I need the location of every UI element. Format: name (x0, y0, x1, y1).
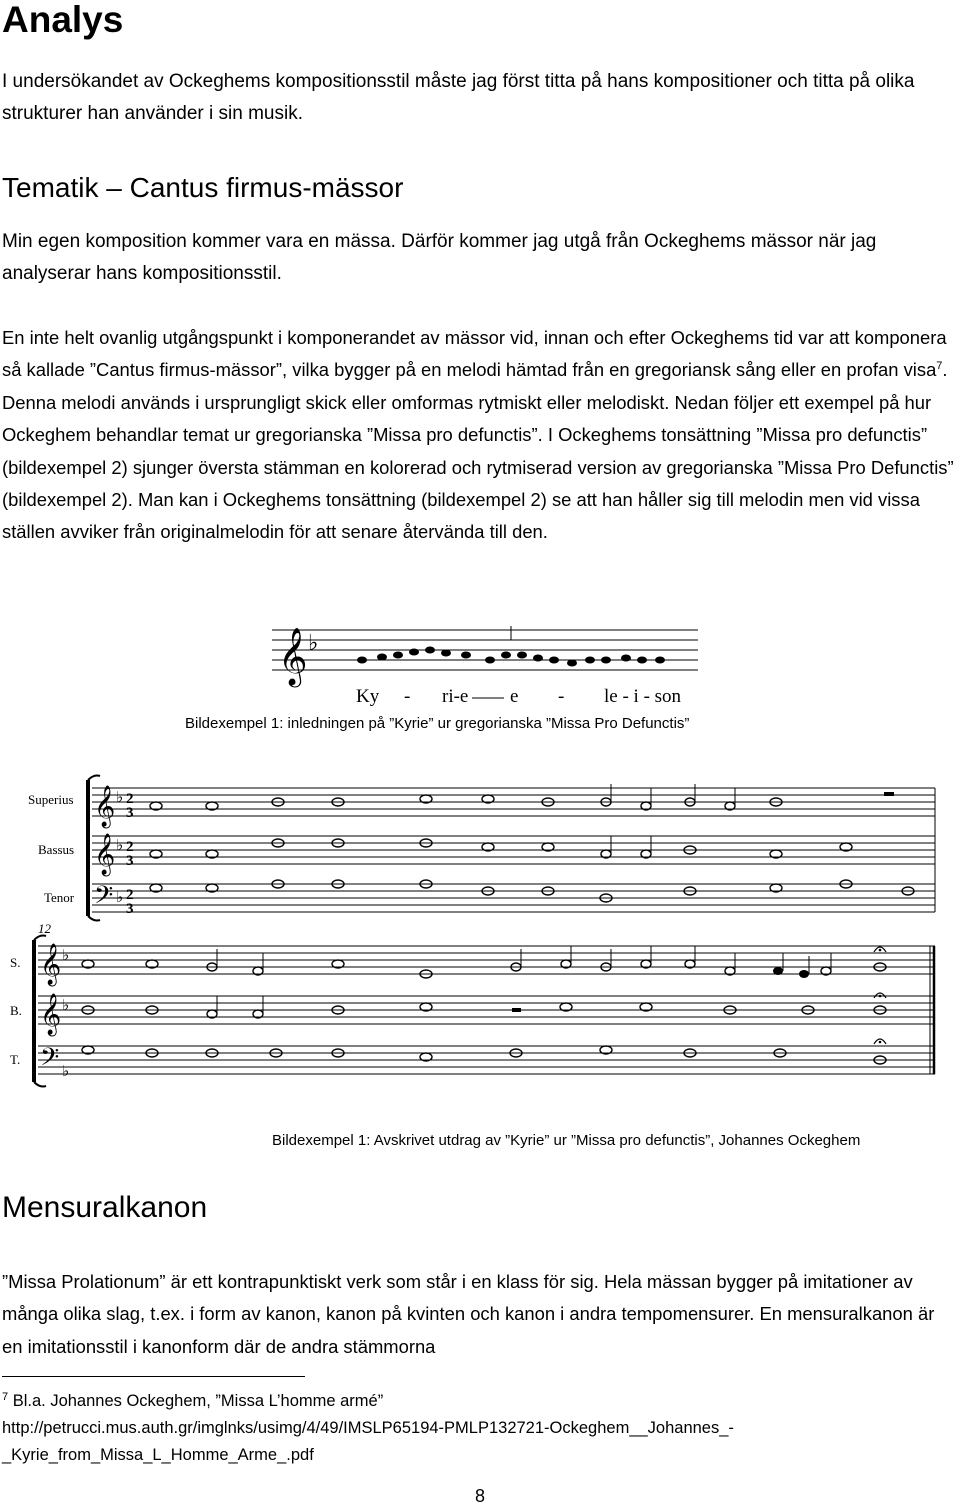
voice-label: S. (10, 955, 21, 970)
flat-sign-icon: ♭ (62, 948, 70, 964)
section1-paragraph-1: Min egen komposition kommer vara en mässa. Därför kommer jag utgå från Ockeghems mässor när jag analyserar hans kompositionsstil. (2, 231, 877, 284)
voice-label: Bassus (38, 842, 75, 857)
footnote-url-line1[interactable]: http://petrucci.mus.auth.gr/imglnks/usimg/4/49/IMSLP65194-PMLP132721-Ockeghem__Johannes_- (2, 1419, 734, 1437)
flat-sign-icon: ♭ (116, 838, 124, 854)
para2-text-a: En inte helt ovanlig utgångspunkt i komponerandet av mässor vid, innan och efter Ockeghems tid var att komponera så kallade ”Cantus firmus-mässor”, vilka bygger på en melodi hämtad från en gregoriansk sång eller en profan visa (2, 327, 947, 381)
lyric-syllable: Ky (356, 686, 380, 707)
lyric-syllable: - (404, 686, 411, 707)
voice-label: B. (10, 1003, 22, 1018)
flat-sign-icon: ♭ (116, 890, 124, 906)
footnote (2, 1388, 957, 1469)
lyric-syllable: ri-e (442, 686, 469, 707)
time-signature-icon: 3 (126, 853, 134, 869)
footnote-line1 (2, 1388, 957, 1415)
chant-notation-figure (270, 616, 700, 708)
bass-clef-icon: 𝄢 (40, 1044, 60, 1077)
lyric-syllable: - (558, 686, 565, 707)
treble-clef-icon: 𝄞 (94, 834, 116, 874)
section2-paragraph: ”Missa Prolationum” är ett kontrapunktiskt verk som står i en klass för sig. Hela mässan bygger på imitationer av många olika slag, t.ex. i form av kanon, kanon på kvinten och kanon i andra tempomensurer. En mensuralkanon är en imitationsstil i kanonform där de andra stämmorna (2, 1271, 935, 1357)
lyric-syllable: le - i - son (604, 686, 682, 707)
lyric-syllable: e (510, 686, 519, 707)
time-signature-icon: 2 (126, 887, 134, 903)
treble-clef-icon: 𝄞 (278, 628, 308, 684)
voice-label: Tenor (44, 890, 75, 905)
footnote-url-line2[interactable]: _Kyrie_from_Missa_L_Homme_Arme_.pdf (2, 1446, 314, 1464)
footnote-divider (2, 1376, 305, 1377)
page-title: Analys (2, 0, 124, 40)
flat-sign-icon: ♭ (62, 998, 70, 1014)
time-signature-icon: 3 (126, 901, 134, 917)
time-signature-icon: 2 (126, 839, 134, 855)
treble-clef-icon: 𝄞 (40, 944, 62, 984)
flat-sign-icon: ♭ (62, 1064, 70, 1080)
treble-clef-icon: 𝄞 (94, 786, 116, 826)
voice-label: T. (10, 1052, 21, 1067)
section-heading-tematik: Tematik – Cantus firmus-mässor (2, 172, 404, 203)
figure2-caption: Bildexempel 1: Avskrivet utdrag av ”Kyrie” ur ”Missa pro defunctis”, Johannes Ockeghem (272, 1132, 861, 1149)
time-signature-icon: 3 (126, 805, 134, 821)
flat-sign-icon: ♭ (116, 790, 124, 806)
system2-notes (82, 960, 886, 1064)
page-number: 8 (474, 1486, 485, 1506)
measure-number: 12 (38, 921, 51, 936)
figure1-caption: Bildexempel 1: inledningen på ”Kyrie” ur gregorianska ”Missa Pro Defunctis” (185, 715, 690, 732)
section1-paragraph-2 (2, 322, 957, 549)
intro-paragraph: I undersökandet av Ockeghems kompositionsstil måste jag först titta på hans kompositioner och titta på olika strukturer han använder i sin musik. (2, 71, 915, 124)
section-heading-mensuralkanon: Mensuralkanon (2, 1191, 208, 1224)
treble-clef-icon: 𝄞 (40, 994, 62, 1034)
footnote-number: 7 (2, 1391, 9, 1403)
para2-text-b: . Denna melodi används i ursprungligt skick eller omformas rytmiskt eller melodiskt. Nedan följer ett exempel på hur Ockeghem behandlar temat ur gregorianska ”Missa pro defunctis”. I Ockeghems tonsättning ”Missa pro defunctis” (bildexempel 2) sjunger översta stämman en kolorerad och rytmiserad version av gregorianska ”Missa Pro Defunctis” (bildexempel 2). Man kan i Ockeghems tonsättning (bildexempel 2) se att han håller sig till melodin men vid vissa ställen avviker från originalmelodin för att senare återvända till den. (2, 359, 954, 543)
flat-sign-icon: ♭ (308, 630, 319, 655)
voice-label: Superius (28, 792, 74, 807)
footnote-ref: 7 (936, 360, 943, 373)
time-signature-icon: 2 (126, 791, 134, 807)
score-excerpt-figure (0, 770, 945, 1088)
bass-clef-icon: 𝄢 (94, 882, 114, 915)
footnote-text: Bl.a. Johannes Ockeghem, ”Missa L’homme armé” (12, 1392, 384, 1410)
system1-notes (150, 795, 914, 902)
